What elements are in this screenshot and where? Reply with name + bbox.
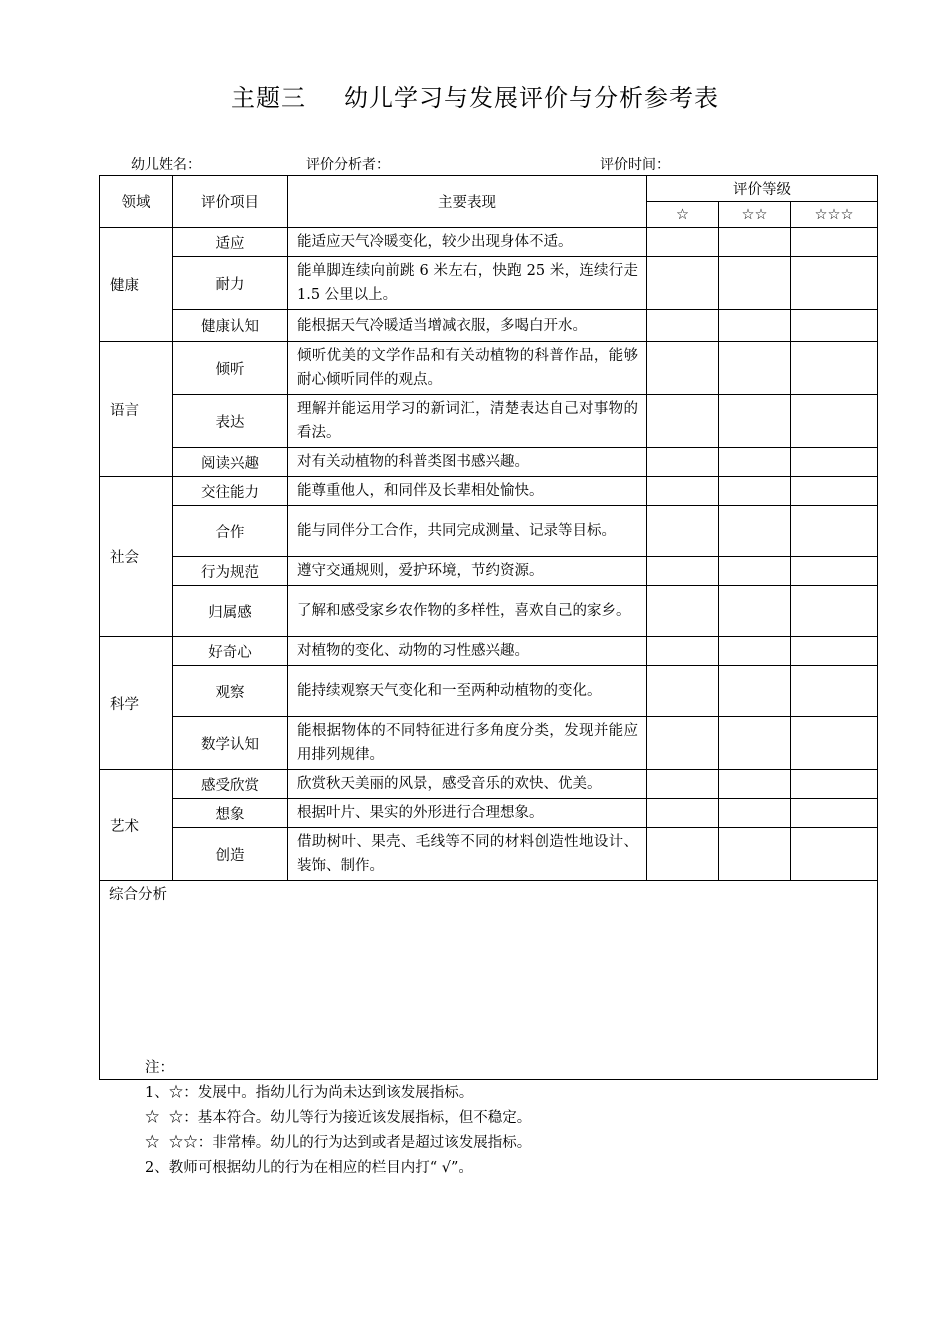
grade-cell-2[interactable] bbox=[719, 228, 791, 257]
grade-cell-3[interactable] bbox=[791, 557, 878, 586]
header-star-2: ☆☆ bbox=[719, 202, 791, 228]
grade-cell-1[interactable] bbox=[647, 637, 719, 666]
table-row bbox=[100, 666, 878, 717]
grade-cell-3[interactable] bbox=[791, 506, 878, 557]
domain-cell: 社会 bbox=[100, 477, 173, 637]
grade-cell-3[interactable] bbox=[791, 770, 878, 799]
item-cell: 创造 bbox=[173, 828, 288, 881]
grade-cell-1[interactable] bbox=[647, 228, 719, 257]
grade-cell-3[interactable] bbox=[791, 257, 878, 310]
item-cell: 阅读兴趣 bbox=[173, 448, 288, 477]
grade-cell-2[interactable] bbox=[719, 257, 791, 310]
header-star-3: ☆☆☆ bbox=[791, 202, 878, 228]
notes bbox=[145, 1056, 531, 1181]
grade-cell-2[interactable] bbox=[719, 557, 791, 586]
performance-cell: 倾听优美的文学作品和有关动植物的科普作品，能够耐心倾听同伴的观点。 bbox=[288, 342, 647, 395]
grade-cell-2[interactable] bbox=[719, 310, 791, 342]
grade-cell-3[interactable] bbox=[791, 477, 878, 506]
performance-cell: 了解和感受家乡农作物的多样性，喜欢自己的家乡。 bbox=[288, 586, 647, 637]
performance-cell: 能尊重他人，和同伴及长辈相处愉快。 bbox=[288, 477, 647, 506]
grade-cell-3[interactable] bbox=[791, 637, 878, 666]
grade-cell-3[interactable] bbox=[791, 717, 878, 770]
table-row bbox=[100, 828, 878, 881]
item-cell: 行为规范 bbox=[173, 557, 288, 586]
eval-time-label: 评价时间： bbox=[600, 157, 670, 173]
item-cell: 数学认知 bbox=[173, 717, 288, 770]
summary-analysis-cell[interactable] bbox=[100, 881, 878, 1080]
header-star-1: ☆ bbox=[647, 202, 719, 228]
table-row bbox=[100, 448, 878, 477]
item-cell: 归属感 bbox=[173, 586, 288, 637]
grade-cell-3[interactable] bbox=[791, 448, 878, 477]
grade-cell-2[interactable] bbox=[719, 506, 791, 557]
document-title bbox=[0, 78, 950, 113]
title-theme: 主题三 bbox=[231, 84, 306, 112]
performance-cell: 能适应天气冷暖变化，较少出现身体不适。 bbox=[288, 228, 647, 257]
performance-cell: 能单脚连续向前跳 6 米左右，快跑 25 米，连续行走 1.5 公里以上。 bbox=[288, 257, 647, 310]
grade-cell-1[interactable] bbox=[647, 799, 719, 828]
grade-cell-2[interactable] bbox=[719, 799, 791, 828]
header-item: 评价项目 bbox=[173, 176, 288, 228]
grade-cell-1[interactable] bbox=[647, 506, 719, 557]
grade-cell-1[interactable] bbox=[647, 717, 719, 770]
table-row bbox=[100, 799, 878, 828]
grade-cell-3[interactable] bbox=[791, 666, 878, 717]
performance-cell: 根据叶片、果实的外形进行合理想象。 bbox=[288, 799, 647, 828]
grade-cell-3[interactable] bbox=[791, 342, 878, 395]
grade-cell-2[interactable] bbox=[719, 395, 791, 448]
grade-cell-2[interactable] bbox=[719, 717, 791, 770]
performance-cell: 欣赏秋天美丽的风景，感受音乐的欢快、优美。 bbox=[288, 770, 647, 799]
item-cell: 交往能力 bbox=[173, 477, 288, 506]
table-row bbox=[100, 637, 878, 666]
table-row bbox=[100, 477, 878, 506]
item-cell: 观察 bbox=[173, 666, 288, 717]
evaluator-label: 评价分析者： bbox=[306, 157, 390, 173]
grade-cell-3[interactable] bbox=[791, 310, 878, 342]
performance-cell: 能根据物体的不同特征进行多角度分类，发现并能应用排列规律。 bbox=[288, 717, 647, 770]
item-cell: 合作 bbox=[173, 506, 288, 557]
table-row bbox=[100, 717, 878, 770]
table-row bbox=[100, 770, 878, 799]
grade-cell-2[interactable] bbox=[719, 477, 791, 506]
domain-cell: 语言 bbox=[100, 342, 173, 477]
header-performance: 主要表现 bbox=[288, 176, 647, 228]
grade-cell-1[interactable] bbox=[647, 557, 719, 586]
grade-cell-2[interactable] bbox=[719, 770, 791, 799]
item-cell: 感受欣赏 bbox=[173, 770, 288, 799]
notes-heading: 注： bbox=[145, 1060, 174, 1076]
table-row bbox=[100, 586, 878, 637]
performance-cell: 对有关动植物的科普类图书感兴趣。 bbox=[288, 448, 647, 477]
grade-cell-3[interactable] bbox=[791, 828, 878, 881]
grade-cell-3[interactable] bbox=[791, 799, 878, 828]
table-row bbox=[100, 506, 878, 557]
performance-cell: 对植物的变化、动物的习性感兴趣。 bbox=[288, 637, 647, 666]
grade-cell-1[interactable] bbox=[647, 477, 719, 506]
table-row bbox=[100, 257, 878, 310]
table-row bbox=[100, 342, 878, 395]
item-cell: 好奇心 bbox=[173, 637, 288, 666]
domain-cell: 科学 bbox=[100, 637, 173, 770]
performance-cell: 能与同伴分工合作，共同完成测量、记录等目标。 bbox=[288, 506, 647, 557]
grade-cell-1[interactable] bbox=[647, 770, 719, 799]
grade-cell-3[interactable] bbox=[791, 228, 878, 257]
note-line-3: ☆ ☆☆：非常棒。幼儿的行为达到或者是超过该发展指标。 bbox=[145, 1135, 532, 1151]
performance-cell: 理解并能运用学习的新词汇，清楚表达自己对事物的看法。 bbox=[288, 395, 647, 448]
grade-cell-2[interactable] bbox=[719, 342, 791, 395]
note-line-4: 2、教师可根据幼儿的行为在相应的栏目内打“ √”。 bbox=[145, 1160, 473, 1176]
grade-cell-2[interactable] bbox=[719, 637, 791, 666]
grade-cell-1[interactable] bbox=[647, 342, 719, 395]
grade-cell-1[interactable] bbox=[647, 586, 719, 637]
grade-cell-1[interactable] bbox=[647, 666, 719, 717]
item-cell: 健康认知 bbox=[173, 310, 288, 342]
grade-cell-1[interactable] bbox=[647, 828, 719, 881]
performance-cell: 能根据天气冷暖适当增减衣服，多喝白开水。 bbox=[288, 310, 647, 342]
grade-cell-3[interactable] bbox=[791, 395, 878, 448]
table-row bbox=[100, 395, 878, 448]
grade-cell-2[interactable] bbox=[719, 666, 791, 717]
table-row bbox=[100, 310, 878, 342]
grade-cell-2[interactable] bbox=[719, 828, 791, 881]
performance-cell: 能持续观察天气变化和一至两种动植物的变化。 bbox=[288, 666, 647, 717]
header-domain: 领域 bbox=[100, 176, 173, 228]
item-cell: 倾听 bbox=[173, 342, 288, 395]
item-cell: 表达 bbox=[173, 395, 288, 448]
note-line-1: 1、☆：发展中。指幼儿行为尚未达到该发展指标。 bbox=[145, 1085, 474, 1101]
table-row bbox=[100, 228, 878, 257]
domain-cell: 艺术 bbox=[100, 770, 173, 881]
grade-cell-1[interactable] bbox=[647, 448, 719, 477]
grade-cell-2[interactable] bbox=[719, 586, 791, 637]
item-cell: 适应 bbox=[173, 228, 288, 257]
evaluation-table bbox=[99, 175, 878, 1080]
grade-cell-1[interactable] bbox=[647, 310, 719, 342]
item-cell: 耐力 bbox=[173, 257, 288, 310]
summary-analysis-label: 综合分析 bbox=[109, 887, 167, 903]
performance-cell: 遵守交通规则，爱护环境，节约资源。 bbox=[288, 557, 647, 586]
grade-cell-1[interactable] bbox=[647, 395, 719, 448]
table-row bbox=[100, 557, 878, 586]
title-main: 幼儿学习与发展评价与分析参考表 bbox=[344, 84, 719, 112]
header-grade: 评价等级 bbox=[647, 176, 878, 202]
summary-row bbox=[100, 881, 878, 1080]
note-line-2: ☆ ☆：基本符合。幼儿等行为接近该发展指标，但不稳定。 bbox=[145, 1110, 532, 1126]
grade-cell-3[interactable] bbox=[791, 586, 878, 637]
grade-cell-1[interactable] bbox=[647, 257, 719, 310]
grade-cell-2[interactable] bbox=[719, 448, 791, 477]
domain-cell: 健康 bbox=[100, 228, 173, 342]
performance-cell: 借助树叶、果壳、毛线等不同的材料创造性地设计、装饰、制作。 bbox=[288, 828, 647, 881]
child-name-label: 幼儿姓名： bbox=[131, 157, 201, 173]
item-cell: 想象 bbox=[173, 799, 288, 828]
